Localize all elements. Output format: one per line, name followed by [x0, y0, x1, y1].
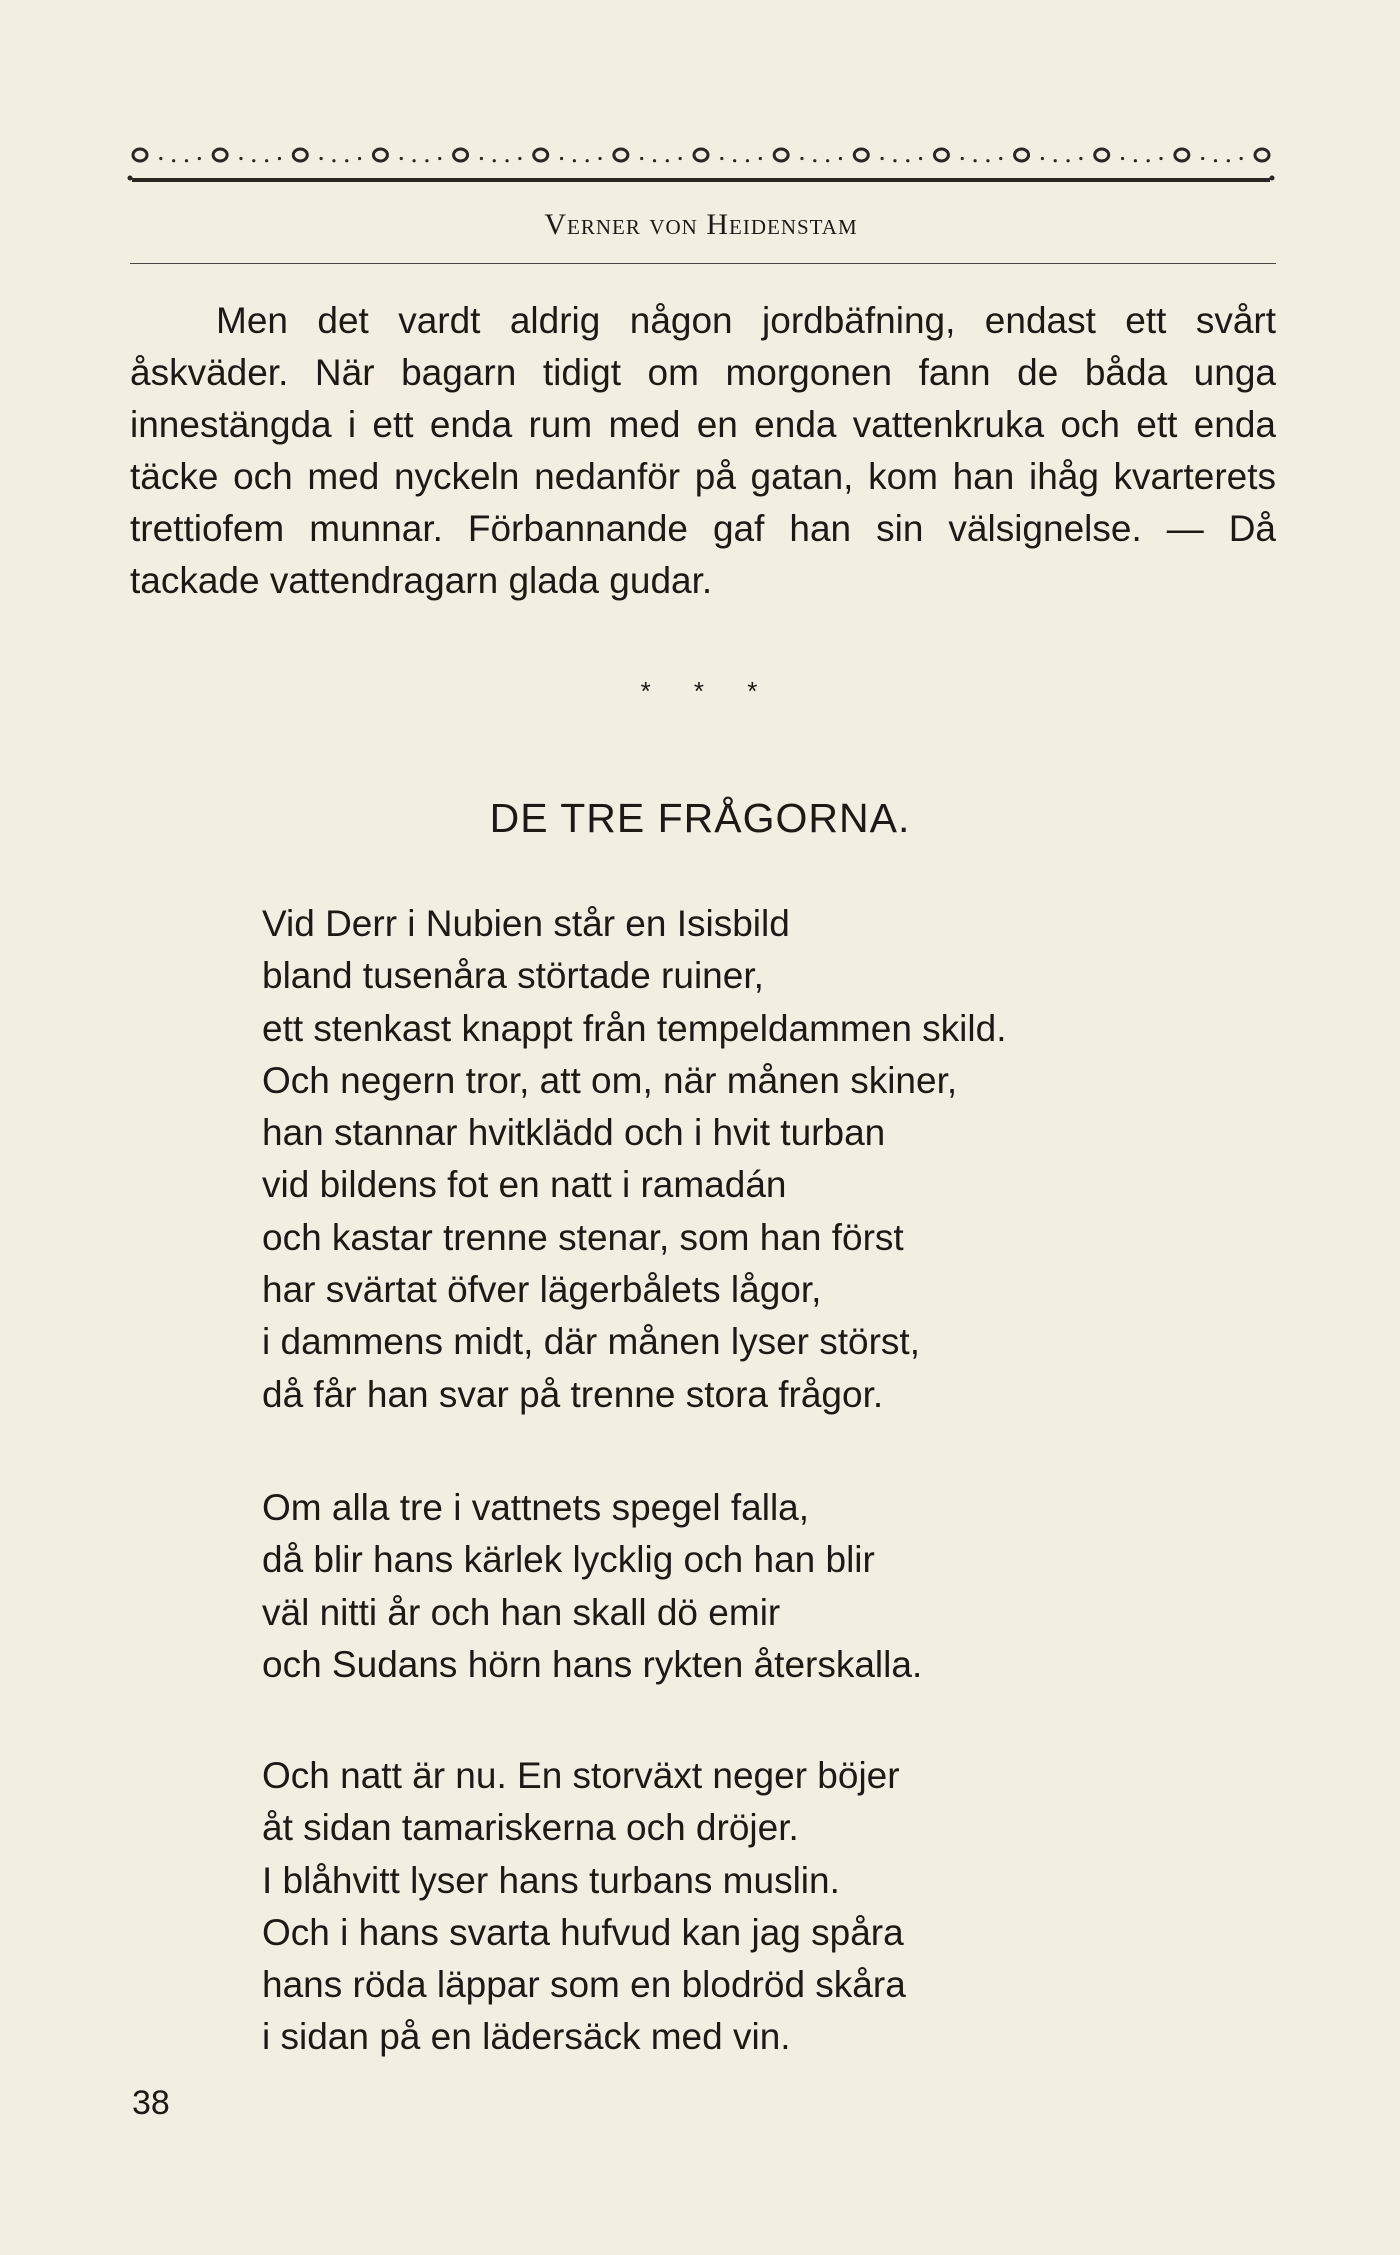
ornament-dot	[320, 157, 323, 160]
ornament-loop	[454, 149, 468, 161]
ornament-dot	[505, 159, 508, 162]
ornament-loop	[534, 149, 548, 161]
ornament-dot	[1214, 159, 1217, 162]
ornament-loop	[1175, 149, 1189, 161]
ornament-dot	[973, 159, 976, 162]
poem-stanza-2	[262, 1482, 1262, 1691]
poem-line: och Sudans hörn hans rykten återskalla.	[262, 1643, 923, 1685]
ornament-dot	[573, 159, 576, 162]
poem-stanza-3	[262, 1750, 1262, 2064]
ornament-loop	[854, 149, 868, 161]
ornament-dot	[1121, 157, 1124, 160]
ornament-dot	[493, 159, 496, 162]
poem-title: DE TRE FRÅGORNA.	[489, 795, 911, 841]
poem-line: Och negern tror, att om, när månen skiner,	[262, 1059, 958, 1101]
ornament-dot	[198, 157, 201, 160]
poem-line: han stannar hvitklädd och i hvit turban	[262, 1112, 886, 1154]
poem-line: hans röda läppar som en blodröd skåra	[262, 1964, 906, 2006]
ornament-dot	[278, 157, 281, 160]
poem-line: ett stenkast knappt från tempeldammen skild.	[262, 1007, 1007, 1049]
ornament-dot	[720, 157, 723, 160]
ornament-dot	[1079, 157, 1082, 160]
ornament-dot	[345, 159, 348, 162]
ornament-dot	[813, 159, 816, 162]
ornamental-border	[126, 128, 1276, 184]
ornament-loop	[774, 149, 788, 161]
section-asterism: * * *	[640, 676, 760, 706]
ornament-dot	[1134, 159, 1137, 162]
poem-line: och kastar trenne stenar, som han först	[262, 1216, 904, 1258]
ornament-dot	[961, 157, 964, 160]
page-number: 38	[132, 2084, 170, 2122]
poem-line: Och natt är nu. En storväxt neger böjer	[262, 1755, 900, 1796]
ornament-dot	[653, 159, 656, 162]
ornament-dot	[919, 157, 922, 160]
prose-paragraph: Men det vardt aldrig någon jordbäfning, endast ett svårt åskväder. När bagarn tidigt om morgonen fann de båda unga innestängda i ett enda rum med en enda vattenkruka och ett enda täcke och med nyckeln nedanför på gatan, kom han ihåg kvarterets trettiofem munnar. Förbannande gaf han sin välsignelse. — Då tackade vattendragarn glada gudar.	[130, 300, 1276, 601]
ornament-loop	[1255, 149, 1269, 161]
ornament-dot	[480, 157, 483, 160]
ornament-loop	[934, 149, 948, 161]
poem-line: Och i hans svarta hufvud kan jag spåra	[262, 1911, 904, 1953]
poem-line: I blåhvitt lyser hans turbans muslin.	[262, 1859, 840, 1901]
poem-line: i dammens midt, där månen lyser störst,	[262, 1321, 920, 1363]
poem-line: vid bildens fot en natt i ramadán	[262, 1164, 787, 1206]
poem-line: åt sidan tamariskerna och dröjer.	[262, 1807, 799, 1849]
ornament-dot	[425, 159, 428, 162]
ornament-dot	[358, 157, 361, 160]
ornament-dot	[586, 159, 589, 162]
ornament-loop	[133, 149, 147, 161]
ornament-dot	[679, 157, 682, 160]
poem-line: Om alla tre i vattnets spegel falla,	[262, 1487, 810, 1528]
ornament-dot	[1201, 157, 1204, 160]
running-head: Verner von Heidenstam	[544, 208, 858, 241]
ornament-dot	[598, 157, 601, 160]
ornament-dot	[172, 159, 175, 162]
ornament-dot	[640, 157, 643, 160]
ornament-dot	[412, 159, 415, 162]
ornament-dot	[881, 157, 884, 160]
poem-line: bland tusenåra störtade ruiner,	[262, 955, 764, 997]
ornament-dot	[252, 159, 255, 162]
ornament-dot	[746, 159, 749, 162]
ornament-loop	[694, 149, 708, 161]
ornament-dot	[400, 157, 403, 160]
ornament-dot	[1240, 157, 1243, 160]
poem-line: då får han svar på trenne stora frågor.	[262, 1373, 884, 1415]
ornament-dot	[800, 157, 803, 160]
ornament-dot	[1066, 159, 1069, 162]
poem-line: har svärtat öfver lägerbålets lågor,	[262, 1269, 822, 1311]
ornament-dot	[239, 157, 242, 160]
ornament-loop	[614, 149, 628, 161]
ornament-dot	[666, 159, 669, 162]
header-rule	[130, 263, 1276, 264]
ornament-dot	[518, 157, 521, 160]
ornament-dot	[759, 157, 762, 160]
poem-stanza-1	[262, 898, 1262, 1421]
ornament-loop	[1095, 149, 1109, 161]
poem-line: i sidan på en lädersäck med vin.	[262, 2016, 791, 2058]
ornament-dot	[332, 159, 335, 162]
ornament-dot	[1041, 157, 1044, 160]
ornament-dot	[1147, 159, 1150, 162]
ornament-loop	[213, 149, 227, 161]
ornament-dot	[438, 157, 441, 160]
ornament-dot	[185, 159, 188, 162]
ornament-loop	[373, 149, 387, 161]
ornament-dot	[906, 159, 909, 162]
ornament-dot	[999, 157, 1002, 160]
poem-line: Vid Derr i Nubien står en Isisbild	[262, 903, 790, 944]
ornament-loop	[293, 149, 307, 161]
ornament-dot	[733, 159, 736, 162]
ornament-dot	[986, 159, 989, 162]
ornament-dot	[1227, 159, 1230, 162]
ornament-dot	[159, 157, 162, 160]
ornament-dot	[560, 157, 563, 160]
ornament-dot	[839, 157, 842, 160]
ornament-dot	[1054, 159, 1057, 162]
ornament-dot	[893, 159, 896, 162]
poem-line: väl nitti år och han skall dö emir	[262, 1591, 781, 1633]
ornament-dot	[826, 159, 829, 162]
ornament-loop	[1015, 149, 1029, 161]
prose-block	[130, 295, 1276, 607]
poem-line: då blir hans kärlek lycklig och han blir	[262, 1539, 875, 1581]
ornament-dot	[1159, 157, 1162, 160]
ornament-dot	[265, 159, 268, 162]
